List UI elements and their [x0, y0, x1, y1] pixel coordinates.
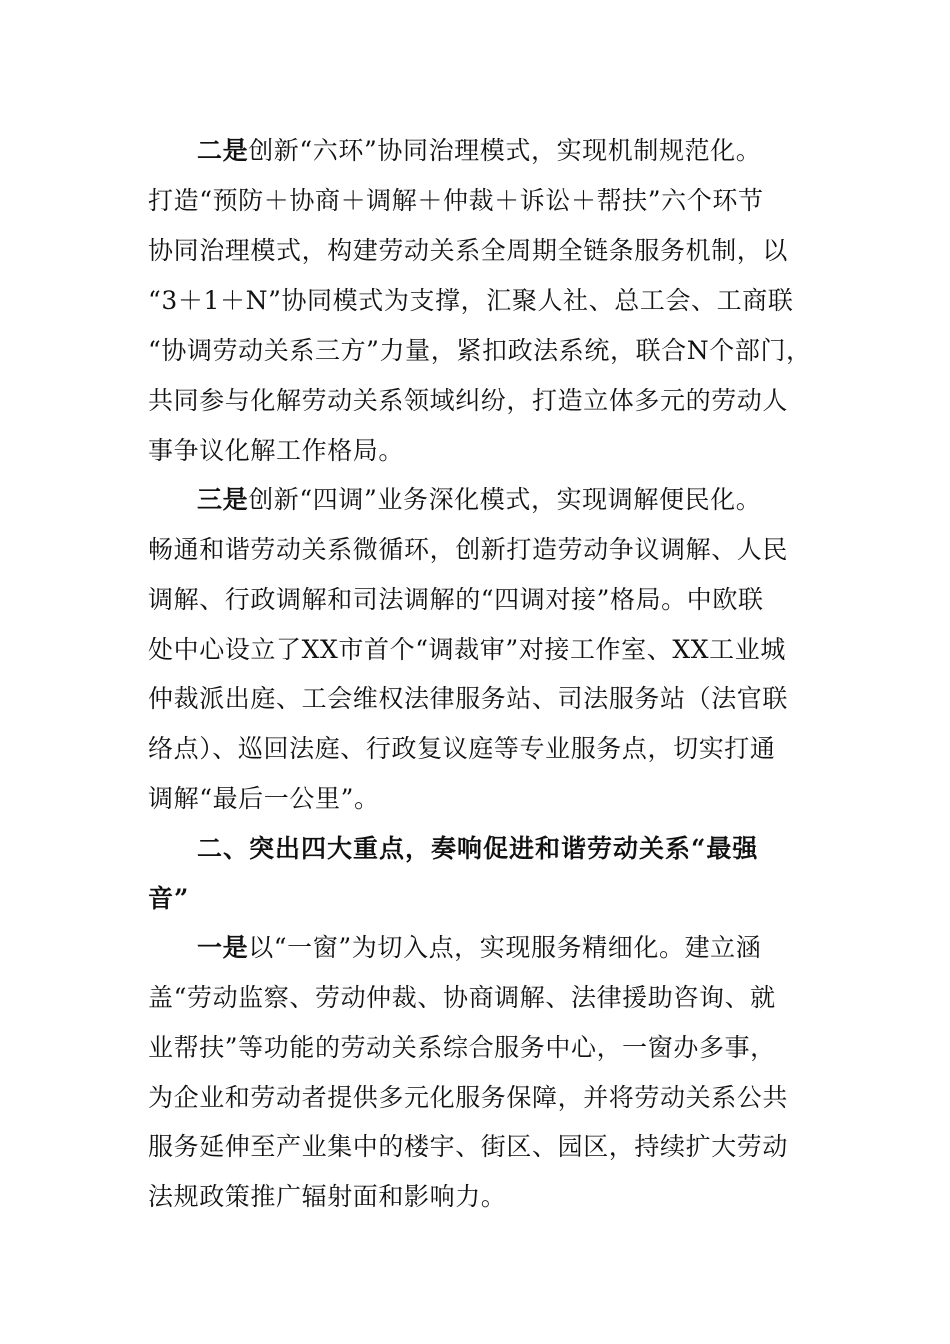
- paragraph-1-line-1-text: 创新“六环”协同治理模式，实现机制规范化。: [248, 136, 762, 165]
- paragraph-1-line-7: 事争议化解工作格局。: [148, 436, 405, 465]
- section-heading-line-1: 二、突出四大重点，奏响促进和谐劳动关系“最强: [197, 834, 759, 863]
- paragraph-2-line-6: 络点）、巡回法庭、行政复议庭等专业服务点，切实打通: [148, 734, 776, 763]
- paragraph-2-lead: 三是: [197, 485, 249, 514]
- paragraph-2-line-4: 处中心设立了XX市首个“调裁审”对接工作室、XX工业城: [148, 635, 786, 664]
- paragraph-2-line-2: 畅通和谐劳动关系微循环，创新打造劳动争议调解、人民: [148, 535, 789, 564]
- paragraph-1-line-3: 协同治理模式，构建劳动关系全周期全链条服务机制，以: [148, 236, 789, 265]
- paragraph-3-line-1-text: 以“一窗”为切入点，实现服务精细化。建立涵: [248, 933, 762, 962]
- paragraph-1-line-2: 打造“预防＋协商＋调解＋仲裁＋诉讼＋帮扶”六个环节: [148, 186, 764, 215]
- paragraph-1-line-4: “3＋1＋N”协同模式为支撑，汇聚人社、总工会、工商联: [148, 286, 794, 315]
- paragraph-2-line-3: 调解、行政调解和司法调解的“四调对接”格局。中欧联: [148, 585, 764, 614]
- paragraph-1-line-6: 共同参与化解劳动关系领域纠纷，打造立体多元的劳动人: [148, 386, 789, 415]
- paragraph-3-line-5: 服务延伸至产业集中的楼宇、街区、园区，持续扩大劳动: [148, 1132, 789, 1161]
- paragraph-3-line-1: [197, 933, 761, 963]
- paragraph-3-lead: 一是: [197, 933, 249, 962]
- paragraph-2-line-7: 调解“最后一公里”。: [148, 784, 380, 813]
- paragraph-1-line-5: “协调劳动关系三方”力量，紧扣政法系统，联合N个部门，: [148, 336, 812, 365]
- paragraph-1-lead: 二是: [197, 136, 249, 165]
- paragraph-1-line-1: [197, 136, 761, 166]
- section-heading-line-2: 音”: [148, 884, 190, 913]
- paragraph-2-line-5: 仲裁派出庭、工会维权法律服务站、司法服务站（法官联: [148, 684, 789, 713]
- paragraph-3-line-3: 业帮扶”等功能的劳动关系综合服务中心，一窗办多事，: [148, 1033, 776, 1062]
- paragraph-2-line-1: [197, 485, 761, 515]
- paragraph-2-line-1-text: 创新“四调”业务深化模式，实现调解便民化。: [248, 485, 762, 514]
- paragraph-3-line-4: 为企业和劳动者提供多元化服务保障，并将劳动关系公共: [148, 1083, 789, 1112]
- paragraph-3-line-2: 盖“劳动监察、劳动仲裁、协商调解、法律援助咨询、就: [148, 983, 776, 1012]
- paragraph-3-line-6: 法规政策推广辐射面和影响力。: [148, 1182, 507, 1211]
